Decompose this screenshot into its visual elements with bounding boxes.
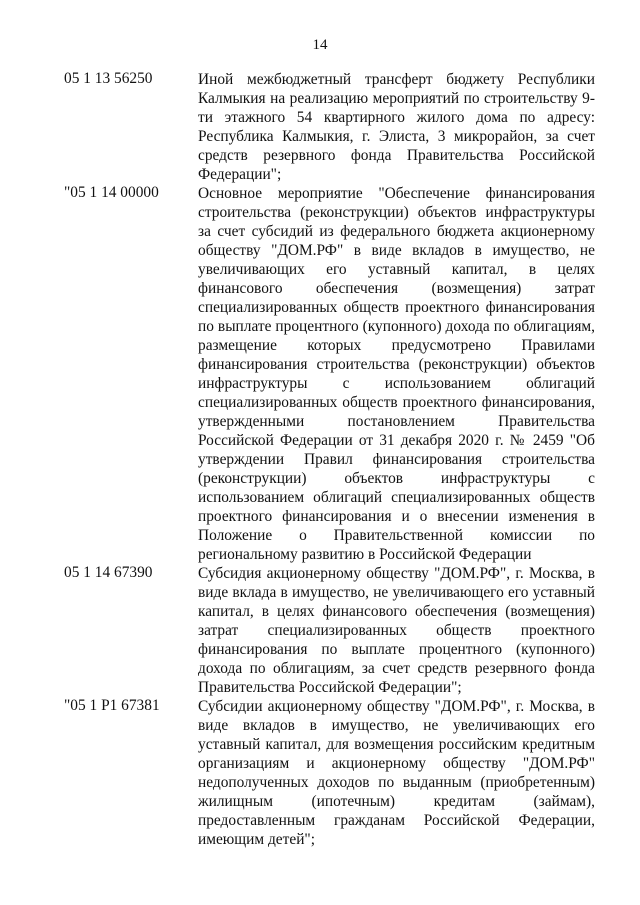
budget-code: 05 1 13 56250 — [64, 70, 153, 87]
budget-code-description: Субсидии акционерному обществу "ДОМ.РФ", г. Москва, в виде вкладов в имущество, не увеличивающих его уставный капитал, для возмещения российским кредитным организациям и акционерному обществу "ДОМ.РФ" недополученных доходов по выданным (приобретенным) жилищным (ипотечным) кредитам (займам), предоставленным гражданам Российской Федерации, имеющим детей"; — [198, 698, 595, 848]
budget-code: "05 1 P1 67381 — [64, 697, 160, 714]
budget-code-list — [0, 70, 640, 849]
budget-code-description: Иной межбюджетный трансферт бюджету Республики Калмыкия на реализацию мероприятий по строительству 9-ти этажного 54 квартирного жилого дома по адресу: Республика Калмыкия, г. Элиста, 3 микрорайон, за счет средств резервного фонда Правительства Российской Федерации"; — [198, 71, 595, 183]
budget-code: "05 1 14 00000 — [64, 184, 159, 201]
list-item — [0, 70, 640, 184]
page-number: 14 — [312, 37, 328, 53]
budget-code-description: Субсидия акционерному обществу "ДОМ.РФ", г. Москва, в виде вклада в имущество, не увеличивающего его уставный капитал, в целях финансового обеспечения (возмещения) затрат специализированных обществ проектного финансирования по выплате процентного (купонного) дохода по облигациям, за счет средств резервного фонда Правительства Российской Федерации"; — [198, 565, 595, 696]
budget-code: 05 1 14 67390 — [64, 564, 153, 581]
list-item — [0, 564, 640, 697]
list-item — [0, 184, 640, 564]
list-item — [0, 697, 640, 849]
budget-code-description: Основное мероприятие "Обеспечение финансирования строительства (реконструкции) объектов инфраструктуры за счет субсидий из федерального бюджета акционерному обществу "ДОМ.РФ" в виде вкладов в имущество, не увеличивающих его уставный капитал, в целях финансового обеспечения (возмещения) затрат специализированных обществ проектного финансирования по выплате процентного (купонного) дохода по облигациям, размещение которых предусмотрено Правилами финансирования строительства (реконструкции) объектов инфраструктуры с использованием облигаций специализированных обществ проектного финансирования, утвержденными постановлением Правительства Российской Федерации от 31 декабря 2020 г. № 2459 "Об утверждении Правил финансирования строительства (реконструкции) объектов инфраструктуры с использованием облигаций специализированных обществ проектного финансирования и о внесении изменения в Положение о Правительственной комиссии по региональному развитию в Российской Федерации — [198, 185, 595, 563]
